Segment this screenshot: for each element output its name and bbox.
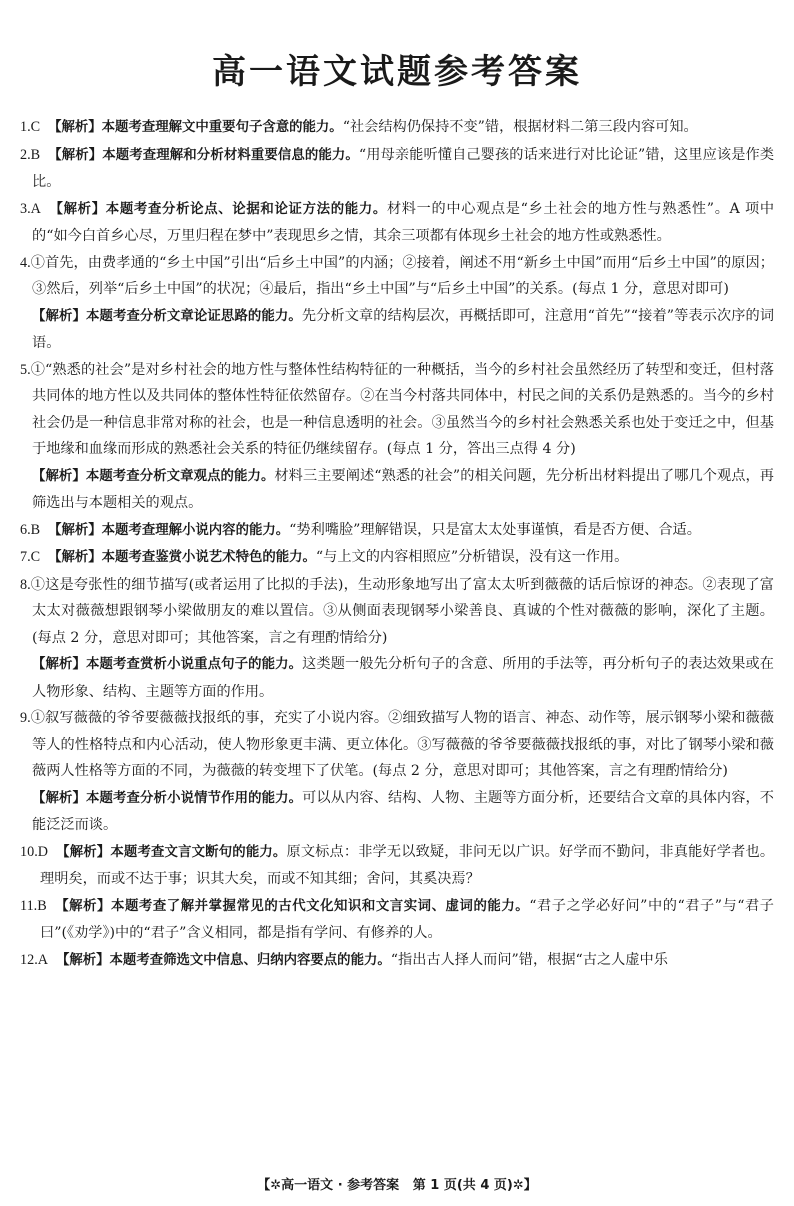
answer-choice: C xyxy=(30,549,41,565)
analysis-text: “用母亲能听懂自己婴孩的话来进行对比论证”错，这里应该是作类比。 xyxy=(32,146,775,190)
analysis-text: “与上文的内容相照应”分析错误，没有这一作用。 xyxy=(315,549,629,565)
answer-item-12 xyxy=(20,947,774,975)
item-number: 6. xyxy=(20,521,31,538)
analysis-tag: 【解析】 xyxy=(55,844,111,860)
analysis-lead: 本题考查了解并掌握常见的古代文化知识和文言实词、虚词的能力。 xyxy=(111,898,530,914)
answer-list xyxy=(20,114,774,974)
analysis-lead: 本题考查赏析小说重点句子的能力。 xyxy=(86,657,303,672)
item-number: 4. xyxy=(20,254,31,271)
analysis-text: “势利嘴脸”理解错误，只是富太太处事谨慎，看是否方便、合适。 xyxy=(289,521,701,538)
answer-item-7 xyxy=(20,544,774,572)
star-icon: ✲ xyxy=(270,1178,282,1193)
page-title: 高一语文试题参考答案 xyxy=(212,52,582,92)
analysis-tag: 【解析】 xyxy=(48,120,102,135)
analysis-text: “君子之学必好问”中的“君子”与“君子曰”(《劝学》)中的“君子”含义相同，都是指有学问、有修养的人。 xyxy=(40,897,774,941)
analysis-text: 材料一的中心观点是“乡土社会的地方性与熟悉性”。A 项中的“如今白首乡心尽，万里归程在梦中”表现思乡之情，其余三项都有体现乡土社会的地方性或熟悉性。 xyxy=(32,200,775,244)
footer-label: 高一语文 · 参考答案 xyxy=(281,1178,400,1193)
analysis-lead: 本题考查分析文章观点的能力。 xyxy=(85,468,275,484)
analysis-text: “指出古人择人而问”错，根据“古之人虚中乐 xyxy=(390,951,668,968)
analysis-lead: 本题考查文言文断句的能力。 xyxy=(110,844,287,860)
analysis-lead: 本题考查鉴赏小说艺术特色的能力。 xyxy=(101,550,316,565)
item-number: 12. xyxy=(20,951,38,968)
item-number: 10. xyxy=(20,843,38,860)
analysis-tag: 【解析】 xyxy=(54,898,111,914)
answer-text: ①叙写薇薇的爷爷要薇薇找报纸的事，充实了小说内容。②细致描写人物的语言、神态、动作等，展示钢琴小梁和薇薇等人的性格特点和内心活动，使人物形象更丰满、更立体化。③写薇薇的爷爷要薇薇找报纸的事，对比了钢琴小梁和薇薇两人性格等方面的不同，为薇薇的转变埋下了伏笔。(每点 2 分，意思对即可；其他答案，言之有理酌情给分) xyxy=(30,710,774,779)
item-number: 7. xyxy=(20,549,31,565)
analysis-lead: 本题考查分析论点、论据和论证方法的能力。 xyxy=(105,201,387,217)
answer-text: ①“熟悉的社会”是对乡村社会的地方性与整体性结构特征的一种概括，当今的乡村社会虽然经历了转型和变迁，但村落共同体的地方性以及共同体的整体性特征依然留存。②在当今村落共同体中，村民之间的关系仍是熟悉的。当今的乡村社会仍是一种信息非常对称的社会，也是一种信息透明的社会。③虽然当今的乡村社会熟悉关系也处于变迁之中，但基于地缘和血缘而形成的熟悉社会关系的特征仍继续留存。(每点 1 分，答出三点得 4 分) xyxy=(30,361,774,457)
analysis-tag: 【解析】 xyxy=(48,550,102,565)
answer-item-1 xyxy=(20,114,774,142)
answer-item-3 xyxy=(20,196,774,250)
analysis-tag: 【解析】 xyxy=(48,522,102,538)
answer-choice: B xyxy=(30,146,41,163)
analysis-block-4 xyxy=(20,303,774,357)
analysis-tag: 【解析】 xyxy=(48,147,103,163)
analysis-text: 原文标点：非学无以致疑，非问无以广识。好学而不勤问，非真能好学者也。理明矣，而或不达于事；识其大矣，而或不知其细；舍问，其奚决焉？ xyxy=(40,843,775,887)
answer-choice: B xyxy=(37,897,47,914)
analysis-block-9 xyxy=(20,785,774,839)
analysis-lead: 本题考查筛选文中信息、归纳内容要点的能力。 xyxy=(109,952,391,968)
analysis-tag: 【解析】 xyxy=(32,308,86,324)
analysis-lead: 本题考查分析文章论证思路的能力。 xyxy=(85,308,302,324)
item-number: 5. xyxy=(20,361,31,378)
analysis-tag: 【解析】 xyxy=(48,201,106,217)
analysis-text: 这类题一般先分析句子的含意、所用的手法等，再分析句子的表达效果或在人物形象、结构、主题等方面的作用。 xyxy=(32,656,774,700)
item-number: 9. xyxy=(20,710,31,726)
answer-item-10 xyxy=(20,839,774,893)
analysis-lead: 本题考查理解小说内容的能力。 xyxy=(101,522,290,538)
analysis-lead: 本题考查理解文中重要句子含意的能力。 xyxy=(101,120,343,135)
answer-item-4 xyxy=(20,250,774,303)
analysis-text: 材料三主要阐述“熟悉的社会”的相关问题，先分析出材料提出了哪几个观点，再筛选出与本题相关的观点。 xyxy=(32,467,774,511)
answer-item-6 xyxy=(20,517,774,545)
analysis-text: 先分析文章的结构层次，再概括即可，注意用“首先”“接着”等表示次序的词语。 xyxy=(32,307,775,351)
page-footer xyxy=(0,1174,794,1193)
footer-page-info: 第 1 页(共 4 页) xyxy=(412,1178,513,1193)
answer-choice: C xyxy=(30,119,41,135)
answer-choice: A xyxy=(37,951,48,968)
item-number: 11. xyxy=(20,897,38,914)
item-number: 2. xyxy=(20,146,31,163)
item-number: 8. xyxy=(20,576,31,593)
analysis-tag: 【解析】 xyxy=(32,790,87,806)
analysis-tag: 【解析】 xyxy=(55,952,110,968)
analysis-tag: 【解析】 xyxy=(32,468,86,484)
analysis-text: 可以从内容、结构、人物、主题等方面分析，还要结合文章的具体内容，不能泛泛而谈。 xyxy=(32,789,774,833)
answer-text: ①首先，由费孝通的“乡土中国”引出“后乡土中国”的内涵；②接着，阐述不用“新乡土中国”而用“后乡土中国”的原因；③然后，列举“后乡土中国”的状况；④最后，指出“乡土中国”与“后乡土中国”的关系。(每点 1 分，意思对即可) xyxy=(30,254,774,297)
answer-choice: A xyxy=(30,200,41,217)
answer-choice: B xyxy=(30,521,41,538)
analysis-lead: 本题考查理解和分析材料重要信息的能力。 xyxy=(102,147,359,163)
analysis-block-5 xyxy=(20,463,774,517)
answer-item-8 xyxy=(20,572,774,652)
answer-item-5 xyxy=(20,357,774,463)
item-number: 1. xyxy=(20,119,31,135)
answer-choice: D xyxy=(37,843,48,860)
item-number: 3. xyxy=(20,200,31,217)
answer-item-9 xyxy=(20,705,774,785)
footer-bracket-close: 】 xyxy=(523,1178,537,1193)
answer-text: ①这是夸张性的细节描写(或者运用了比拟的手法)，生动形象地写出了富太太听到薇薇的话后惊讶的神态。②表现了富太太对薇薇想跟钢琴小梁做朋友的难以置信。③从侧面表现钢琴小梁善良、真诚的个性对薇薇的影响，深化了主题。(每点 2 分，意思对即可；其他答案，言之有理酌情给分) xyxy=(30,576,774,646)
answer-item-11 xyxy=(20,893,774,947)
analysis-tag: 【解析】 xyxy=(32,657,87,672)
star-icon: ✲ xyxy=(512,1178,524,1193)
answer-item-2 xyxy=(20,142,774,196)
analysis-text: “社会结构仍保持不变”错，根据材料二第三段内容可知。 xyxy=(342,119,698,135)
analysis-lead: 本题考查分析小说情节作用的能力。 xyxy=(86,790,303,806)
footer-bracket-open: 【 xyxy=(257,1178,271,1193)
analysis-block-8 xyxy=(20,651,774,705)
